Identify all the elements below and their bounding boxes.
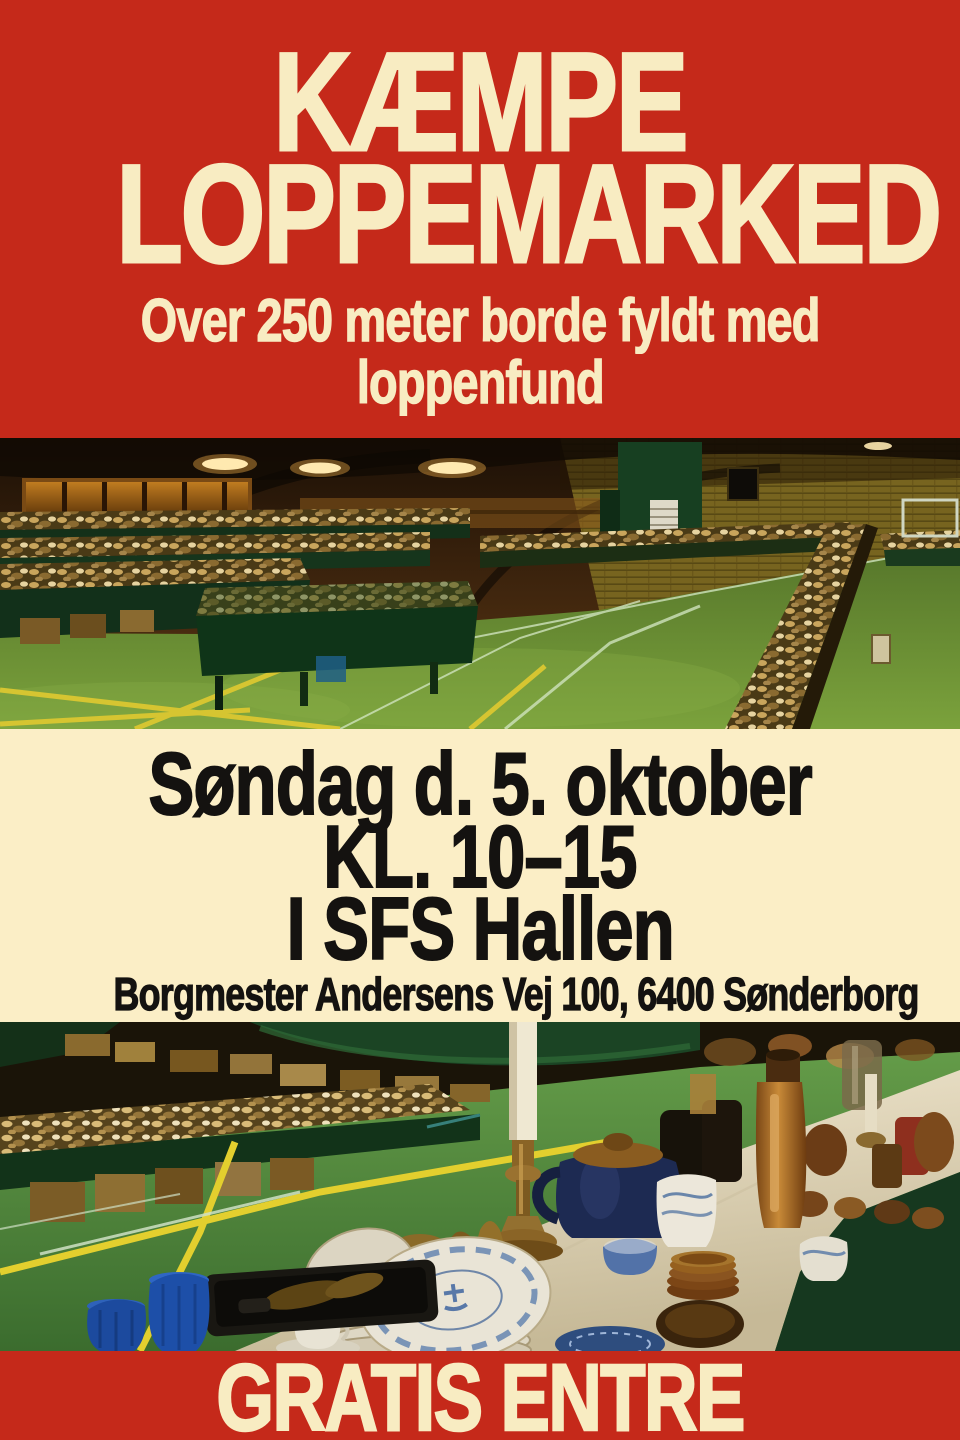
free-entry-wrap (0, 1351, 960, 1440)
header-band (0, 0, 960, 438)
event-address-wrap (0, 965, 960, 1021)
event-address: Borgmester Andersens Vej 100, 6400 Sønderborg (113, 968, 919, 1020)
footer-band (0, 1351, 960, 1440)
details-band (0, 729, 960, 1022)
subtitle-line-1: Over 250 meter borde fyldt med (140, 287, 820, 354)
poster-title (0, 0, 960, 292)
subtitle-line-1-wrap (0, 287, 960, 354)
background-candle (865, 1074, 877, 1136)
hall-overview-photo (0, 438, 960, 729)
floor-sign (872, 635, 890, 663)
event-venue-wrap (0, 879, 960, 978)
subtitle-line-2: loppenfund (356, 349, 604, 416)
poster-subtitle (0, 287, 960, 416)
table-closeup-photo (0, 1022, 960, 1351)
table-closeup-illustration (0, 1022, 960, 1351)
event-date: Søndag d. 5. oktober (148, 734, 812, 833)
event-venue: I SFS Hallen (286, 879, 674, 978)
subtitle-line-2-wrap (0, 349, 960, 416)
title-line-2: LOPPEMARKED (116, 135, 940, 292)
scoreboard (728, 468, 758, 500)
free-entry-text: GRATIS ENTRE (216, 1351, 744, 1440)
title-line-1: KÆMPE (273, 23, 687, 180)
painted-cup (657, 1174, 717, 1247)
hall-overview-illustration (0, 438, 960, 729)
title-line-2-wrap (0, 135, 960, 292)
event-time: KL. 10–15 (323, 807, 637, 906)
